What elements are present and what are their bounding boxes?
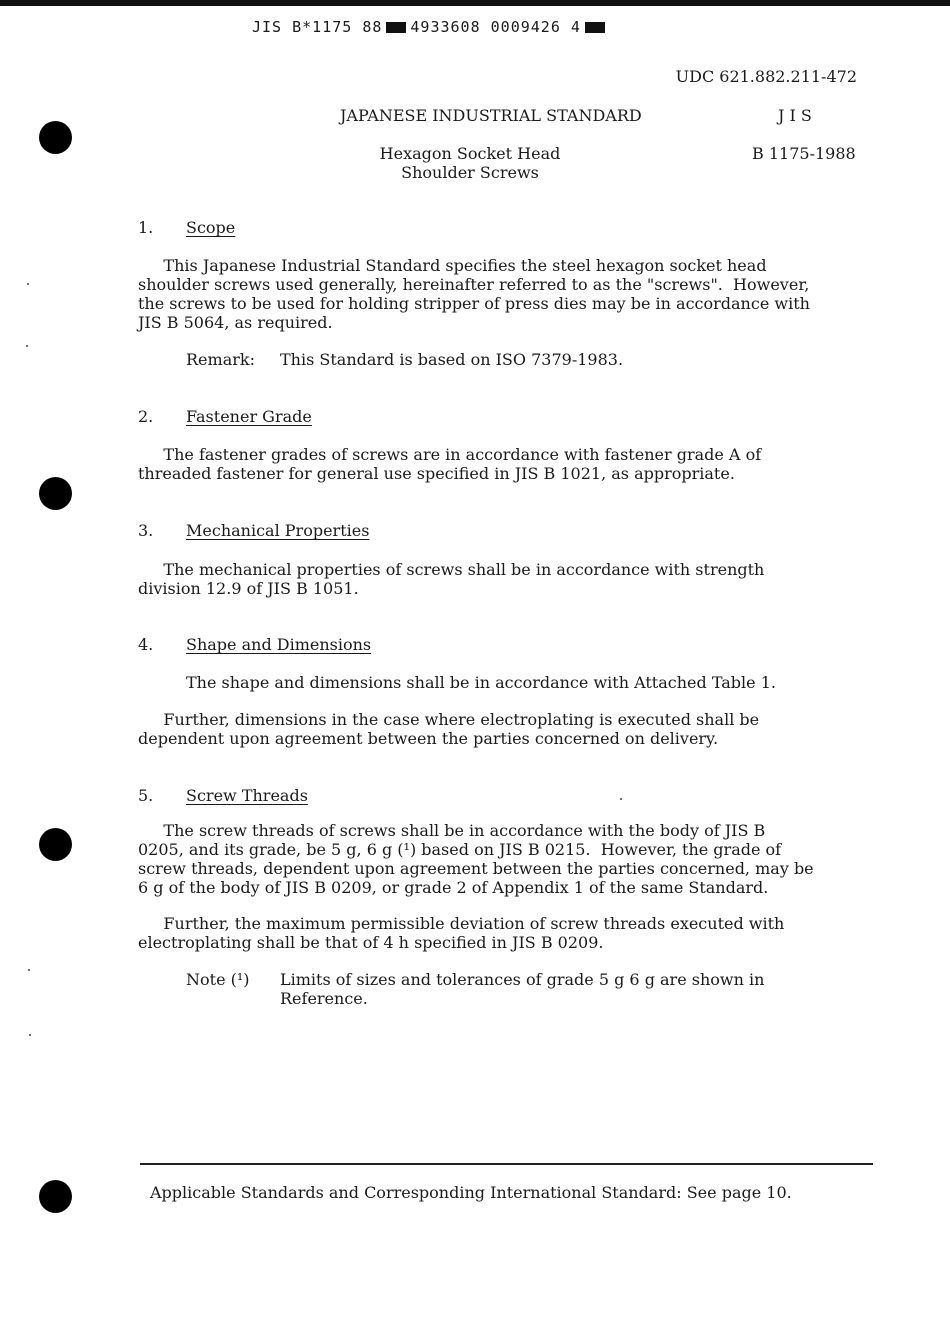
- footer-text: Applicable Standards and Corresponding International Standard: See page 10.: [150, 1183, 792, 1202]
- standard-title: JAPANESE INDUSTRIAL STANDARD: [340, 106, 642, 125]
- section-4-para1: The shape and dimensions shall be in accordance with Attached Table 1.: [186, 673, 776, 692]
- footer-rule: [140, 1163, 873, 1165]
- section-2-heading: Fastener Grade: [186, 407, 312, 426]
- scan-speck: [27, 283, 29, 285]
- jis-mark: J I S: [778, 106, 812, 125]
- text-line: Limits of sizes and tolerances of grade 5 g 6 g are shown in: [280, 970, 765, 989]
- text-line: 0205, and its grade, be 5 g, 6 g (¹) based on JIS B 0215. However, the grade of: [138, 840, 782, 859]
- section-2-number: 2.: [138, 407, 154, 426]
- section-3-body: [138, 560, 764, 598]
- section-5-number: 5.: [138, 786, 154, 805]
- section-3-number: 3.: [138, 521, 154, 540]
- section-1-heading: Scope: [186, 218, 236, 237]
- section-4-para2: [138, 710, 759, 748]
- top-border: [0, 0, 950, 6]
- text-line: dependent upon agreement between the parties concerned on delivery.: [138, 729, 719, 748]
- text-line: screw threads, dependent upon agreement between the parties concerned, may be: [138, 859, 814, 878]
- text-line: The mechanical properties of screws shall be in accordance with strength: [138, 560, 765, 579]
- doc-number: B 1175-1988: [752, 144, 856, 163]
- text-line: the screws to be used for holding stripper of press dies may be in accordance with: [138, 294, 810, 313]
- text-line: Further, dimensions in the case where electroplating is executed shall be: [138, 710, 760, 729]
- section-3-heading: Mechanical Properties: [186, 521, 370, 540]
- punch-hole: [39, 1180, 72, 1213]
- scan-speck: [28, 969, 30, 971]
- section-5-para2: [138, 914, 784, 952]
- udc-code: UDC 621.882.211-472: [675, 67, 857, 86]
- text-line: division 12.9 of JIS B 1051.: [138, 579, 359, 598]
- text-line: Further, the maximum permissible deviation of screw threads executed with: [138, 914, 785, 933]
- header-code: [252, 18, 609, 36]
- scan-speck: [620, 798, 622, 800]
- note-label: Note (¹): [186, 970, 250, 989]
- text-line: threaded fastener for general use specified in JIS B 1021, as appropriate.: [138, 464, 735, 483]
- doc-title-line1: Hexagon Socket Head: [379, 144, 561, 163]
- remark-label: Remark:: [186, 350, 255, 369]
- black-block-mark: [386, 22, 406, 33]
- header-code-part2: 4933608 0009426 4: [410, 18, 581, 36]
- note-text: [280, 970, 764, 1008]
- scan-speck: [26, 345, 28, 347]
- section-1-number: 1.: [138, 218, 154, 237]
- header-code-part1: JIS B*1175 88: [252, 18, 383, 36]
- text-line: This Japanese Industrial Standard specifies the steel hexagon socket head: [138, 256, 767, 275]
- text-line: The screw threads of screws shall be in accordance with the body of JIS B: [138, 821, 766, 840]
- text-line: 6 g of the body of JIS B 0209, or grade 2 of Appendix 1 of the same Standard.: [138, 878, 769, 897]
- section-4-heading: Shape and Dimensions: [186, 635, 372, 654]
- doc-title: [370, 144, 570, 182]
- doc-title-line2: Shoulder Screws: [401, 163, 539, 182]
- text-line: JIS B 5064, as required.: [138, 313, 333, 332]
- black-block-mark: [585, 22, 605, 33]
- punch-hole: [39, 477, 72, 510]
- text-line: Reference.: [280, 989, 368, 1008]
- section-1-body: [138, 256, 810, 332]
- text-line: shoulder screws used generally, hereinafter referred to as the "screws". However,: [138, 275, 810, 294]
- section-5-para1: [138, 821, 814, 897]
- text-line: electroplating shall be that of 4 h specified in JIS B 0209.: [138, 933, 604, 952]
- section-5-heading: Screw Threads: [186, 786, 308, 805]
- section-2-body: [138, 445, 761, 483]
- text-line: The fastener grades of screws are in accordance with fastener grade A of: [138, 445, 762, 464]
- punch-hole: [39, 828, 72, 861]
- scan-speck: [29, 1034, 31, 1036]
- remark-text: This Standard is based on ISO 7379-1983.: [280, 350, 624, 369]
- punch-hole: [39, 121, 72, 154]
- section-4-number: 4.: [138, 635, 154, 654]
